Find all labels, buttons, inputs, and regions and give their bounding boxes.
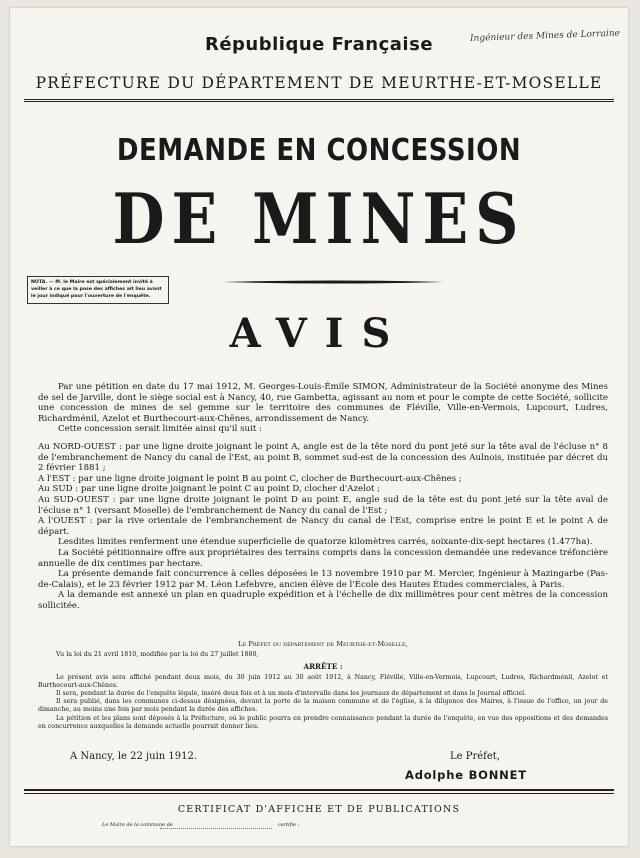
plan-paragraph: A la demande est annexé un plan en quadruple expédition et à l'échelle de dix millimètres pour cent mètres de la concession sollicitée. [38,590,608,611]
limits-intro: Cette concession serait limitée ainsi qu'il suit : [58,424,262,435]
prefet-line: Le Préfet du département de Meurthe-et-Moselle, [238,640,408,648]
limit-est: A l'EST : par une ligne droite joignant le point B au point C, clocher de Burthecourt-aux-Chênes ; [38,473,462,484]
footer-divider-thin [24,793,614,794]
arrete-paragraph-4: La pétition et les plans sont déposés à la Préfecture, où le public pourra en prendre connaissance pendant la durée de l'enquête, en vue des oppositions et des demandes en concurrence auxquelles la demande actuelle pourrait donner lieu. [38,714,608,730]
arrete-paragraph-2: Il sera, pendant la durée de l'enquête légale, inséré deux fois et à un mois d'intervalle dans les journaux de département et dans le Journal officiel. [56,690,527,698]
title-line-2: DE MINES [112,179,526,261]
ornament-divider [222,280,444,284]
intro-paragraph: Par une pétition en date du 17 mai 1912, M. Georges-Louis-Émile SIMON, Administrateur de la Société anonyme des Mines de sel de Jarville, dont le siège social est à Nancy, 40, rue Gambetta, agissant au nom et pour le compte de cette Société, sollicite une concession de mines de sel gemme sur le territoire des communes de Fléville, Ville-en-Vermois, Lupcourt, Ludres, Richardménil, Azelot et Burthecourt-aux-Chênes, arrondissement de Nancy. [38,382,608,424]
arrete-paragraph-3: Il sera publié, dans les communes ci-dessus désignées, devant la porte de la maison commune et de l'église, à la diligence des Maires, à l'issue de l'office, un jour de dimanche, au moins une fois par mois pendant la durée des affiches. [38,698,608,714]
arrete-heading: ARRÊTE : [303,662,343,672]
limit-nord-ouest: Au NORD-OUEST : par une ligne droite joignant le point A, angle est de la tête nord du pont jeté sur la tête aval de l'écluse n° 8 de l'embranchement de Nancy du canal de l'Est, au point B, sommet sud-est de la concession des Aulnois, instituée par décret du 2 février 1881 ; [38,441,608,474]
nota-box: NOTA. — M. le Maire est spécialement invité à veiller à ce que la pose des affiches ait lieu avant le jour indiqué pour l'ouverture de l'enquête. [27,276,169,304]
header-divider [24,99,614,102]
handwritten-note: Ingénieur des Mines de Lorraine [469,28,621,44]
certificat-heading: CERTIFICAT D'AFFICHE ET DE PUBLICATIONS [177,804,461,815]
redevance-paragraph: La Société pétitionnaire offre aux propriétaires des terrains compris dans la concession demandée une redevance tréfoncière annuelle de dix centimes par hectare. [38,547,608,569]
prefet-signature: Adolphe BONNET [405,768,527,782]
limit-ouest: A l'OUEST : par la rive orientale de l'embranchement de Nancy du canal de l'Est, comprise entre le point E et le point A de départ. [38,516,608,537]
poster-sheet [10,8,628,846]
arrete-block [38,640,608,731]
commune-blank-line[interactable] [160,822,272,829]
arrete-paragraph-1: Le présent avis sera affiché pendant deux mois, du 30 juin 1912 au 30 août 1912, à Nancy, Fléville, Ville-en-Vermois, Lupcourt, Ludres, Richardménil, Azelot et Burthecourt-aux-Chênes. [38,673,608,689]
certifie-label: certifie : [278,822,300,828]
concurrence-paragraph: La présente demande fait concurrence à celles déposées le 13 novembre 1910 par M. Mercier, Ingénieur à Mazingarbe (Pas-de-Calais), et le 23 février 1912 par M. Léon Lefebvre, ancien élève de l'École des Hautes Études commerciales, à Paris. [38,569,608,590]
avis-heading: AVIS [229,310,409,357]
footer-divider [24,789,614,791]
title-line-1: DEMANDE EN CONCESSION [116,133,522,169]
petition-body [38,382,608,611]
prefecture-heading: PRÉFECTURE DU DÉPARTEMENT DE MEURTHE-ET-MOSELLE [35,74,603,92]
prefet-title: Le Préfet, [450,751,500,762]
surface-paragraph: Lesdites limites renferment une étendue superficielle de quatorze kilomètres carrés, soixante-dix-sept hectares (1.477ha). [58,537,593,548]
limit-sud-ouest: Au SUD-OUEST : par une ligne droite joignant le point D au point E, angle sud de la tête est du pont jeté sur la tête aval de l'écluse n° 1 (versant Moselle) de l'embranchement de Nancy du canal de l'Est ; [38,494,608,516]
date-line: A Nancy, le 22 juin 1912. [70,751,198,762]
maire-label: Le Maire de la commune de [102,822,173,828]
vu-line: Vu la loi du 21 avril 1810, modifiée par la loi du 27 juillet 1880, [56,651,259,659]
limit-sud: Au SUD : par une ligne droite joignant le point C au point D, clocher d'Azelot ; [38,484,381,495]
republic-heading: République Française [204,34,434,55]
